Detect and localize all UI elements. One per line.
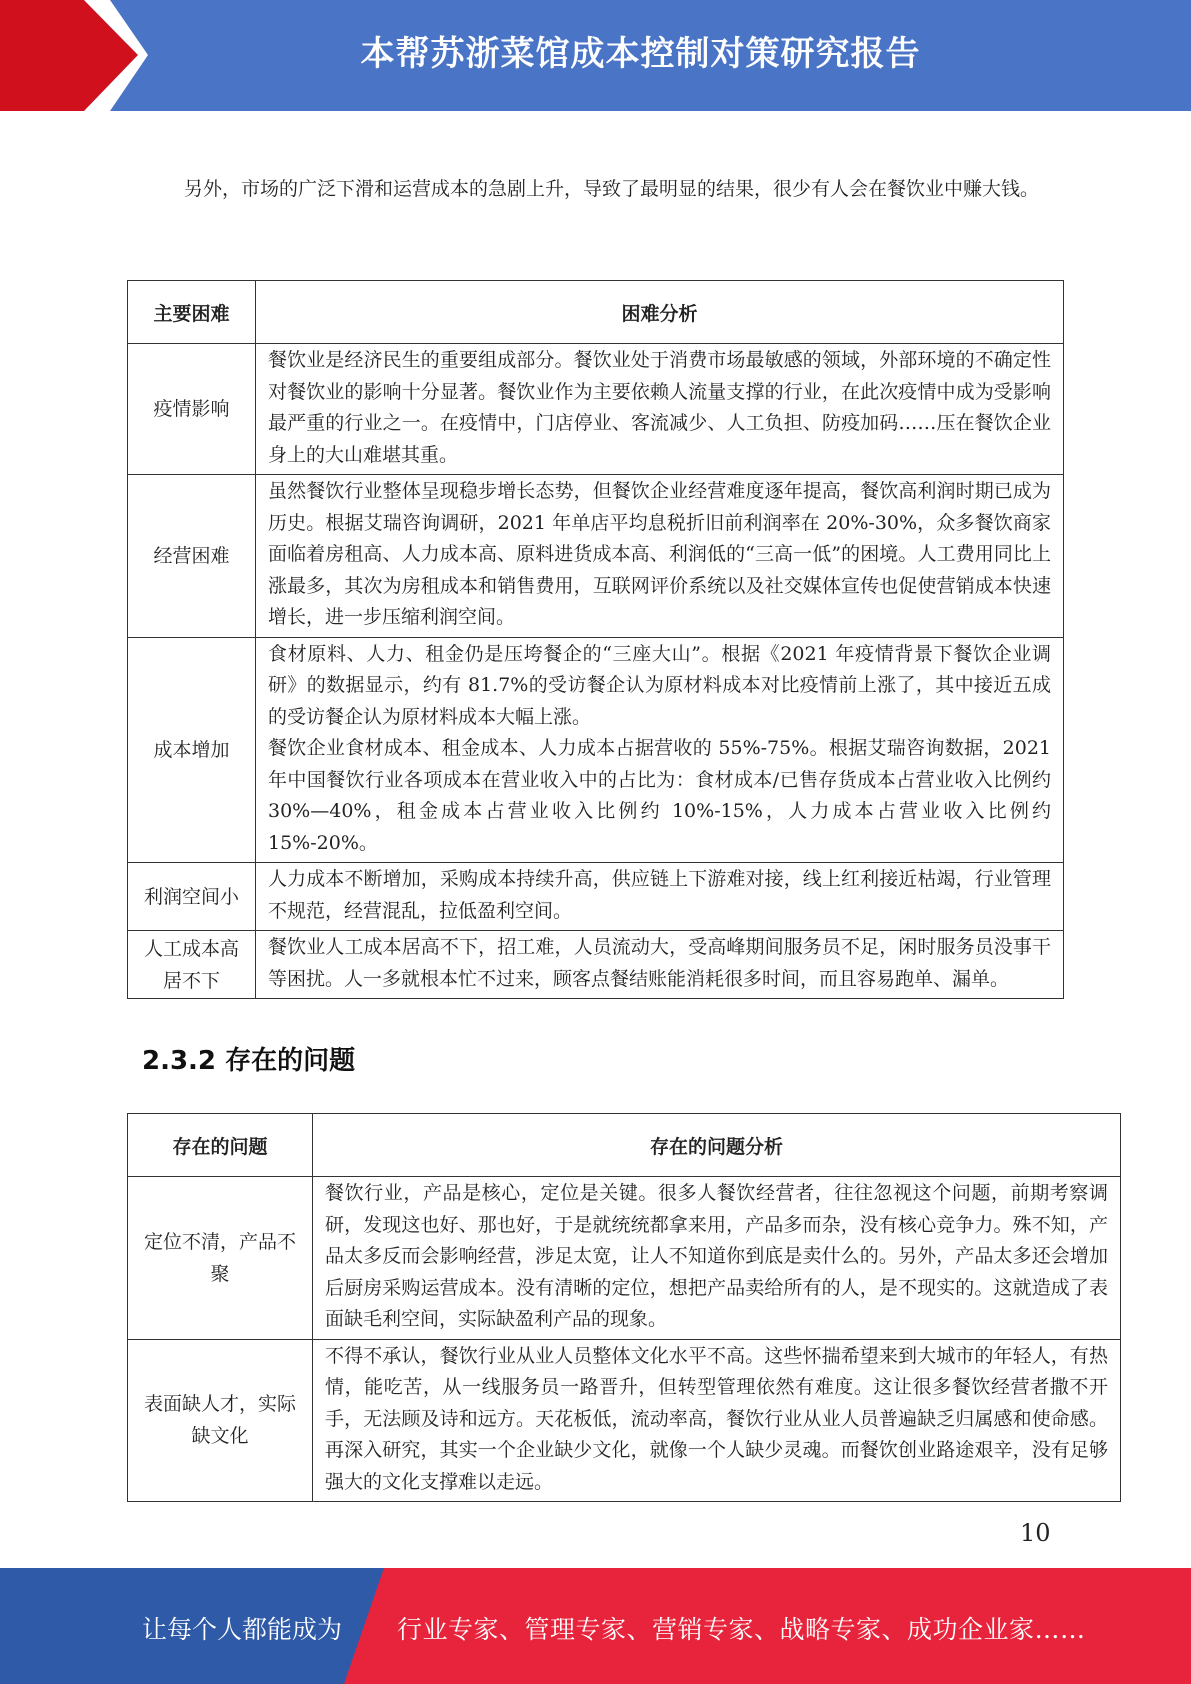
table-row: [128, 863, 1064, 931]
table-header-row: [128, 281, 1064, 344]
table-row: [128, 1339, 1121, 1502]
problems-table: [127, 1113, 1121, 1502]
table-row: [128, 344, 1064, 475]
table-header-row: [128, 1114, 1121, 1177]
page-number: 10: [1020, 1519, 1051, 1547]
column-header: 存在的问题: [128, 1114, 313, 1177]
table-row: [128, 637, 1064, 863]
intro-paragraph: 另外，市场的广泛下滑和运营成本的急剧上升，导致了最明显的结果，很少有人会在餐饮业中赚大钱。: [184, 178, 1040, 200]
analysis-paragraph: 食材原料、人力、租金仍是压垮餐企的“三座大山”。根据《2021 年疫情背景下餐饮企业调研》的数据显示，约有 81.7%的受访餐企认为原材料成本对比疫情前上涨了，其中接近五成的受访餐企认为原材料成本大幅上涨。: [268, 642, 1051, 728]
difficulty-category: 经营困难: [128, 475, 256, 638]
difficulty-category: 疫情影响: [128, 344, 256, 475]
difficulty-category: 成本增加: [128, 637, 256, 863]
footer-slogan-right: 行业专家、管理专家、营销专家、战略专家、成功企业家……: [397, 1615, 1086, 1644]
column-header: 困难分析: [256, 281, 1064, 344]
table-row: [128, 931, 1064, 999]
difficulty-analysis: 人力成本不断增加，采购成本持续升高，供应链上下游难对接，线上红利接近枯竭，行业管理不规范，经营混乱，拉低盈利空间。: [256, 863, 1064, 931]
analysis-paragraph: 餐饮企业食材成本、租金成本、人力成本占据营收的 55%-75%。根据艾瑞咨询数据，2021 年中国餐饮行业各项成本在营业收入中的占比为：食材成本/已售存货成本占营业收入比例约 30%—40%，租金成本占营业收入比例约 10%-15%，人力成本占营业收入比例约 15%-20%。: [268, 737, 1051, 854]
difficulties-table: [127, 280, 1064, 999]
footer-slogan-left: 让每个人都能成为: [142, 1615, 343, 1644]
table-row: [128, 1177, 1121, 1340]
page-footer: [0, 1568, 1191, 1684]
report-title: 本帮苏浙菜馆成本控制对策研究报告: [360, 34, 921, 74]
problem-analysis: 餐饮行业，产品是核心，定位是关键。很多人餐饮经营者，往往忽视这个问题，前期考察调研，发现这也好、那也好，于是就统统都拿来用，产品多而杂，没有核心竞争力。殊不知，产品太多反而会影响经营，涉足太宽，让人不知道你到底是卖什么的。另外，产品太多还会增加后厨房采购运营成本。没有清晰的定位，想把产品卖给所有的人，是不现实的。这就造成了表面缺毛利空间，实际缺盈利产品的现象。: [313, 1177, 1121, 1340]
difficulty-analysis: 虽然餐饮行业整体呈现稳步增长态势，但餐饮企业经营难度逐年提高，餐饮高利润时期已成为历史。根据艾瑞咨询调研，2021 年单店平均息税折旧前利润率在 20%-30%，众多餐饮商家面临着房租高、人力成本高、原料进货成本高、利润低的“三高一低”的困境。人工费用同比上涨最多，其次为房租成本和销售费用，互联网评价系统以及社交媒体宣传也促使营销成本快速增长，进一步压缩利润空间。: [256, 475, 1064, 638]
difficulty-category: 利润空间小: [128, 863, 256, 931]
table-row: [128, 475, 1064, 638]
difficulty-analysis: 餐饮业人工成本居高不下，招工难，人员流动大，受高峰期间服务员不足，闲时服务员没事干等困扰。人一多就根本忙不过来，顾客点餐结账能消耗很多时间，而且容易跑单、漏单。: [256, 931, 1064, 999]
section-heading: 2.3.2 存在的问题: [142, 1046, 356, 1076]
difficulty-analysis: 餐饮业是经济民生的重要组成部分。餐饮业处于消费市场最敏感的领域，外部环境的不确定性对餐饮业的影响十分显著。餐饮业作为主要依赖人流量支撑的行业，在此次疫情中成为受影响最严重的行业之一。在疫情中，门店停业、客流减少、人工负担、防疫加码……压在餐饮企业身上的大山难堪其重。: [256, 344, 1064, 475]
problem-category: 定位不清，产品不聚: [128, 1177, 313, 1340]
page-header: [0, 0, 1191, 111]
problem-category: 表面缺人才，实际缺文化: [128, 1339, 313, 1502]
difficulty-analysis: [256, 637, 1064, 863]
difficulty-category: 人工成本高居不下: [128, 931, 256, 999]
column-header: 主要困难: [128, 281, 256, 344]
problem-analysis: 不得不承认，餐饮行业从业人员整体文化水平不高。这些怀揣希望来到大城市的年轻人，有热情，能吃苦，从一线服务员一路晋升，但转型管理依然有难度。这让很多餐饮经营者撒不开手，无法顾及诗和远方。天花板低，流动率高，餐饮行业从业人员普遍缺乏归属感和使命感。再深入研究，其实一个企业缺少文化，就像一个人缺少灵魂。而餐饮创业路途艰辛，没有足够强大的文化支撑难以走远。: [313, 1339, 1121, 1502]
column-header: 存在的问题分析: [313, 1114, 1121, 1177]
